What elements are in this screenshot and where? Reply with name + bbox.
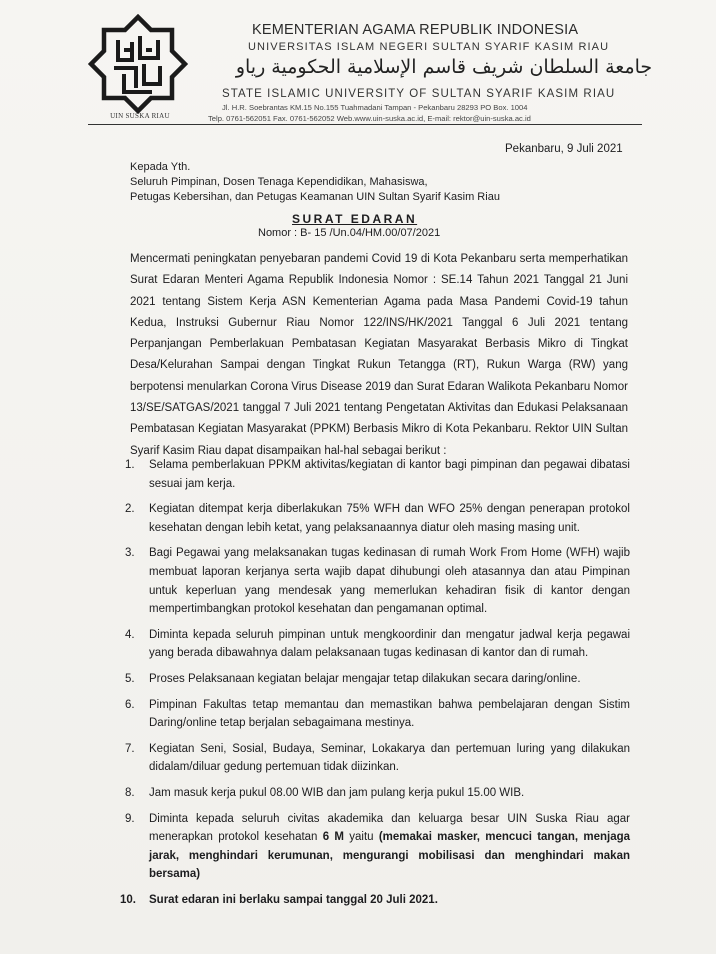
recipient-block [130,160,500,205]
list-item-text: Diminta kepada seluruh pimpinan untuk mengkoordinir dan mengatur jadwal kerja pegawai yang berada dibawahnya dalam pelaksanaan tugas kedinasan di kantor dan di rumah. [149,628,630,660]
list-item-text: Surat edaran ini berlaku sampai tanggal 20 Juli 2021. [149,893,438,906]
logo-caption: UIN SUSKA RIAU [110,112,170,120]
list-item-number: 6. [125,698,135,711]
list-item [120,456,630,493]
uin-suska-logo-icon [88,14,188,114]
list-item [120,891,630,910]
list-item-number: 10. [120,893,136,906]
letter-number: Nomor : B- 15 /Un.04/HM.00/07/2021 [258,227,441,239]
list-item-number: 3. [125,547,135,560]
list-item-text-bold: (memakai masker, mencuci tangan, menjaga jarak, menghindari kerumunan, mengurangi mobilisasi dan menghindari makan bersama) [149,831,631,881]
university-contact: Telp. 0761-562051 Fax. 0761-562052 Web.www.uin-suska.ac.id, E-mail: rektor@uin-suska.ac.id [208,114,531,123]
list-item-text: Selama pemberlakuan PPKM aktivitas/kegiatan di kantor bagi pimpinan dan pegawai dibatasi sesuai jam kerja. [149,459,630,490]
list-item-number: 4. [125,628,135,641]
ministry-name: KEMENTERIAN AGAMA REPUBLIK INDONESIA [252,22,579,38]
list-item-number: 1. [125,459,135,471]
list-item-number: 8. [125,786,135,799]
list-item-text: Bagi Pegawai yang melaksanakan tugas kedinasan di rumah Work From Home (WFH) wajib membuat laporan kerjanya serta wajib dapat dihubungi oleh atasannya dan atau Pimpinan untuk keperluan yang mendesak yang memerlukan kehadiran fisik di kantor dengan mempertimbangkan protokol kesehatan dan pengamanan optimal. [149,547,630,616]
list-item [120,500,630,537]
list-item-text: Kegiatan ditempat kerja diberlakukan 75% WFH dan WFO 25% dengan penerapan protokol kesehatan dengan lebih ketat, yang pelaksanaannya diatur oleh masing masing unit. [149,503,630,534]
list-item-text: Jam masuk kerja pukul 08.00 WIB dan jam pulang kerja pukul 15.00 WIB. [149,786,525,799]
letter-title: SURAT EDARAN [292,212,418,226]
opening-paragraph: Mencermati peningkatan penyebaran pandemi Covid 19 di Kota Pekanbaru serta memperhatikan Surat Edaran Menteri Agama Republik Indonesia Nomor : SE.14 Tahun 2021 Tanggal 21 Juni 2021 tentang Sistem Kerja ASN Kementerian Agama pada Masa Pandemi Covid-19 tahun Kedua, Instruksi Gubernur Riau Nomor 122/INS/HK/2021 Tanggal 6 Juli 2021 tentang Perpanjangan Pemberlakuan Pembatasan Kegiatan Masyarakat Berbasis Mikro di Tingkat Desa/Kelurahan Sampai dengan Tingkat Rukun Tetangga (RT), Rukun Warga (RW) yang berpotensi menularkan Corona Virus Disease 2019 dan Surat Edaran Walikota Pekanbaru Nomor 13/SE/SATGAS/2021 tanggal 7 Juli 2021 tentang Pengetatan Aktivitas dan Edukasi Pelaksanaan Pembatasan Kegiatan Masyarakat (PPKM) Berbasis Mikro di Kota Pekanbaru. Rektor UIN Sultan Syarif Kasim Riau dapat disampaikan hal-hal sebagai berikut : [130,253,628,457]
list-item [120,810,630,884]
list-item-text-bold: 6 M [322,831,344,844]
list-item [120,784,630,803]
university-name-en: STATE ISLAMIC UNIVERSITY OF SULTAN SYARIF KASIM RIAU [222,88,616,100]
recipient-line: Seluruh Pimpinan, Dosen Tenaga Kependidikan, Mahasiswa, [130,176,428,188]
list-item-text: Proses Pelaksanaan kegiatan belajar mengajar tetap dilakukan secara daring/online. [149,672,581,685]
list-item-text: Pimpinan Fakultas tetap memantau dan memastikan bahwa pembelajaran dengan Sistim Daring/online tetap berjalan sebagaimana mestinya. [149,698,630,730]
list-item [120,626,630,663]
list-item-number: 2. [125,503,135,516]
header-divider [88,124,642,125]
list-item-text: Kegiatan Seni, Sosial, Budaya, Seminar, Lokakarya dan pertemuan luring yang dilakukan didalam/diluar gedung pertemuan tidak diizinkan. [149,742,630,774]
list-item [120,544,630,618]
university-address: Jl. H.R. Soebrantas KM.15 No.155 Tuahmadani Tampan - Pekanbaru 28293 PO Box. 1004 [222,103,528,112]
university-name-ar: جامعة السلطان شريف قاسم الإسلامية الحكومية رياو [235,56,653,78]
recipient-salutation: Kepada Yth. [130,161,191,173]
list-item [120,670,630,689]
list-item-number: 7. [125,742,135,755]
recipient-line: Petugas Kebersihan, dan Petugas Keamanan UIN Sultan Syarif Kasim Riau [130,191,500,203]
list-item-text: Diminta kepada seluruh civitas akademika dan keluarga besar UIN Suska Riau agar menerapkan protokol kesehatan [149,812,630,844]
letter-date: Pekanbaru, 9 Juli 2021 [505,143,623,155]
list-item-text: yaitu [343,831,379,844]
university-name-id: UNIVERSITAS ISLAM NEGERI SULTAN SYARIF KASIM RIAU [248,41,610,53]
instruction-list [120,456,630,916]
list-item-number: 5. [125,672,135,685]
list-item-number: 9. [125,812,135,825]
list-item [120,740,630,777]
list-item [120,696,630,733]
